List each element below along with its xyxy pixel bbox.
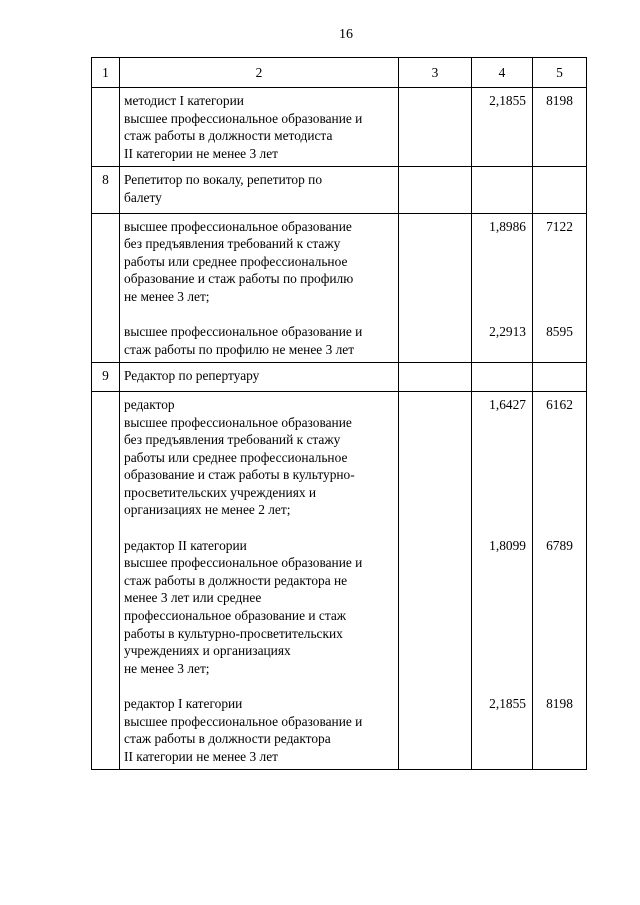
requirement-line: организациях не менее 2 лет; [124, 502, 291, 518]
spacer [533, 642, 586, 660]
spacer [472, 572, 526, 590]
column-header-5: 5 [533, 58, 587, 88]
salary-value: 6789 [546, 537, 573, 553]
requirement-line: высшее профессиональное образование [124, 414, 352, 430]
coefficient-cell [472, 213, 533, 363]
row-number: 8 [92, 167, 120, 213]
spacer [472, 677, 526, 695]
spacer [472, 288, 526, 306]
spacer [533, 607, 586, 625]
spacer [124, 677, 394, 695]
requirement-line: высшее профессиональное образование [124, 218, 352, 234]
salary-value: 6162 [546, 396, 573, 412]
requirement-line: профессиональное образование и стаж [124, 608, 347, 624]
spacer [472, 748, 526, 766]
qualification-table [91, 57, 587, 770]
spacer [472, 642, 526, 660]
coefficient-value: 2,1855 [489, 696, 526, 711]
spacer [533, 484, 586, 502]
empty-cell-4 [472, 363, 533, 392]
empty-cell-3 [399, 363, 472, 392]
requirement-line: стаж работы в должности методиста [124, 128, 333, 144]
requirement-line: образование и стаж работы по профилю [124, 271, 354, 287]
requirement-line: высшее профессиональное образование и [124, 110, 363, 126]
spacer [472, 730, 526, 748]
spacer [472, 127, 526, 145]
requirement-line: менее 3 лет или среднее [124, 590, 262, 606]
table-row [92, 391, 587, 769]
requirement-line: стаж работы в должности редактора не [124, 572, 348, 588]
requirement-line: без предъявления требований к стажу [124, 236, 341, 252]
spacer [472, 589, 526, 607]
spacer [472, 145, 526, 163]
requirement-line: работы или среднее профессиональное [124, 253, 348, 269]
spacer [472, 235, 526, 253]
empty-cell-5 [533, 167, 587, 213]
requirement-line: высшее профессиональное образование и [124, 555, 363, 571]
spacer [472, 449, 526, 467]
coefficient-cell [472, 88, 533, 167]
section-title-row [92, 167, 587, 213]
table-body [92, 58, 587, 770]
spacer [533, 713, 586, 731]
spacer [533, 519, 586, 537]
spacer [533, 625, 586, 643]
spacer [533, 127, 586, 145]
title-line: Редактор по репертуару [124, 368, 260, 384]
spacer [533, 341, 586, 359]
salary-value: 8198 [546, 696, 573, 711]
spacer [533, 288, 586, 306]
row-number [92, 88, 120, 167]
title-line: балету [124, 189, 162, 205]
spacer [124, 306, 394, 324]
spacer [533, 431, 586, 449]
requirement-line: редактор I категории [124, 696, 243, 711]
requirement-line: II категории не менее 3 лет [124, 145, 278, 161]
section-title-row [92, 363, 587, 392]
salary-value: 7122 [546, 218, 573, 234]
requirement-line: II категории не менее 3 лет [124, 748, 278, 764]
requirement-line: высшее профессиональное образование и [124, 324, 363, 340]
page-number: 16 [339, 27, 353, 42]
spacer [472, 713, 526, 731]
spacer [533, 449, 586, 467]
column-header-3: 3 [399, 58, 472, 88]
requirement-line: работы или среднее профессиональное [124, 449, 348, 465]
requirement-line: редактор II категории [124, 537, 247, 553]
salary-cell [533, 391, 587, 769]
spacer [533, 235, 586, 253]
table-header-row [92, 58, 587, 88]
spacer [124, 519, 394, 537]
empty-cell-3 [399, 391, 472, 769]
empty-cell-3 [399, 88, 472, 167]
spacer [472, 306, 526, 324]
salary-value: 8595 [546, 324, 573, 340]
requirement-line: не менее 3 лет; [124, 288, 210, 304]
column-header-2: 2 [120, 58, 399, 88]
spacer [533, 270, 586, 288]
spacer [533, 306, 586, 324]
coefficient-value: 2,2913 [489, 324, 526, 340]
spacer [533, 466, 586, 484]
spacer [533, 572, 586, 590]
requirement-line: образование и стаж работы в культурно- [124, 467, 355, 483]
spacer [472, 625, 526, 643]
row-number [92, 213, 120, 363]
table-row [92, 213, 587, 363]
requirement-line: учреждениях и организациях [124, 643, 291, 659]
spacer [472, 466, 526, 484]
title-line: Репетитор по вокалу, репетитор по [124, 172, 323, 188]
spacer [472, 431, 526, 449]
position-title [120, 167, 399, 213]
coefficient-cell [472, 391, 533, 769]
spacer [472, 253, 526, 271]
spacer [472, 341, 526, 359]
requirement-line: стаж работы в должности редактора [124, 731, 331, 747]
empty-cell-3 [399, 167, 472, 213]
spacer [533, 414, 586, 432]
table-row [92, 88, 587, 167]
requirement-line: методист I категории [124, 93, 244, 108]
empty-cell-3 [399, 213, 472, 363]
empty-cell-4 [472, 167, 533, 213]
spacer [533, 253, 586, 271]
spacer [533, 730, 586, 748]
spacer [533, 554, 586, 572]
salary-cell [533, 213, 587, 363]
requirement-line: стаж работы по профилю не менее 3 лет [124, 341, 355, 357]
requirement-line: редактор [124, 396, 175, 412]
column-header-4: 4 [472, 58, 533, 88]
spacer [472, 484, 526, 502]
empty-cell-5 [533, 363, 587, 392]
column-header-1: 1 [92, 58, 120, 88]
spacer [472, 501, 526, 519]
spacer [472, 554, 526, 572]
requirements-cell [120, 213, 399, 363]
spacer [533, 589, 586, 607]
requirements-cell [120, 391, 399, 769]
spacer [472, 110, 526, 128]
spacer [533, 145, 586, 163]
row-number [92, 391, 120, 769]
spacer [472, 414, 526, 432]
coefficient-value: 1,8099 [489, 537, 526, 553]
coefficient-value: 2,1855 [489, 93, 526, 108]
spacer [472, 607, 526, 625]
row-number: 9 [92, 363, 120, 392]
spacer [472, 660, 526, 678]
coefficient-value: 1,6427 [489, 396, 526, 412]
requirement-line: просветительских учреждениях и [124, 484, 317, 500]
spacer [533, 110, 586, 128]
spacer [533, 677, 586, 695]
requirement-line: высшее профессиональное образование и [124, 713, 363, 729]
salary-cell [533, 88, 587, 167]
spacer [472, 519, 526, 537]
salary-value: 8198 [546, 93, 573, 108]
requirement-line: без предъявления требований к стажу [124, 432, 341, 448]
spacer [533, 660, 586, 678]
spacer [472, 270, 526, 288]
spacer [533, 501, 586, 519]
requirement-line: не менее 3 лет; [124, 660, 210, 676]
requirement-line: работы в культурно-просветительских [124, 625, 343, 641]
spacer [533, 748, 586, 766]
coefficient-value: 1,8986 [489, 218, 526, 234]
position-title [120, 363, 399, 392]
requirements-cell [120, 88, 399, 167]
